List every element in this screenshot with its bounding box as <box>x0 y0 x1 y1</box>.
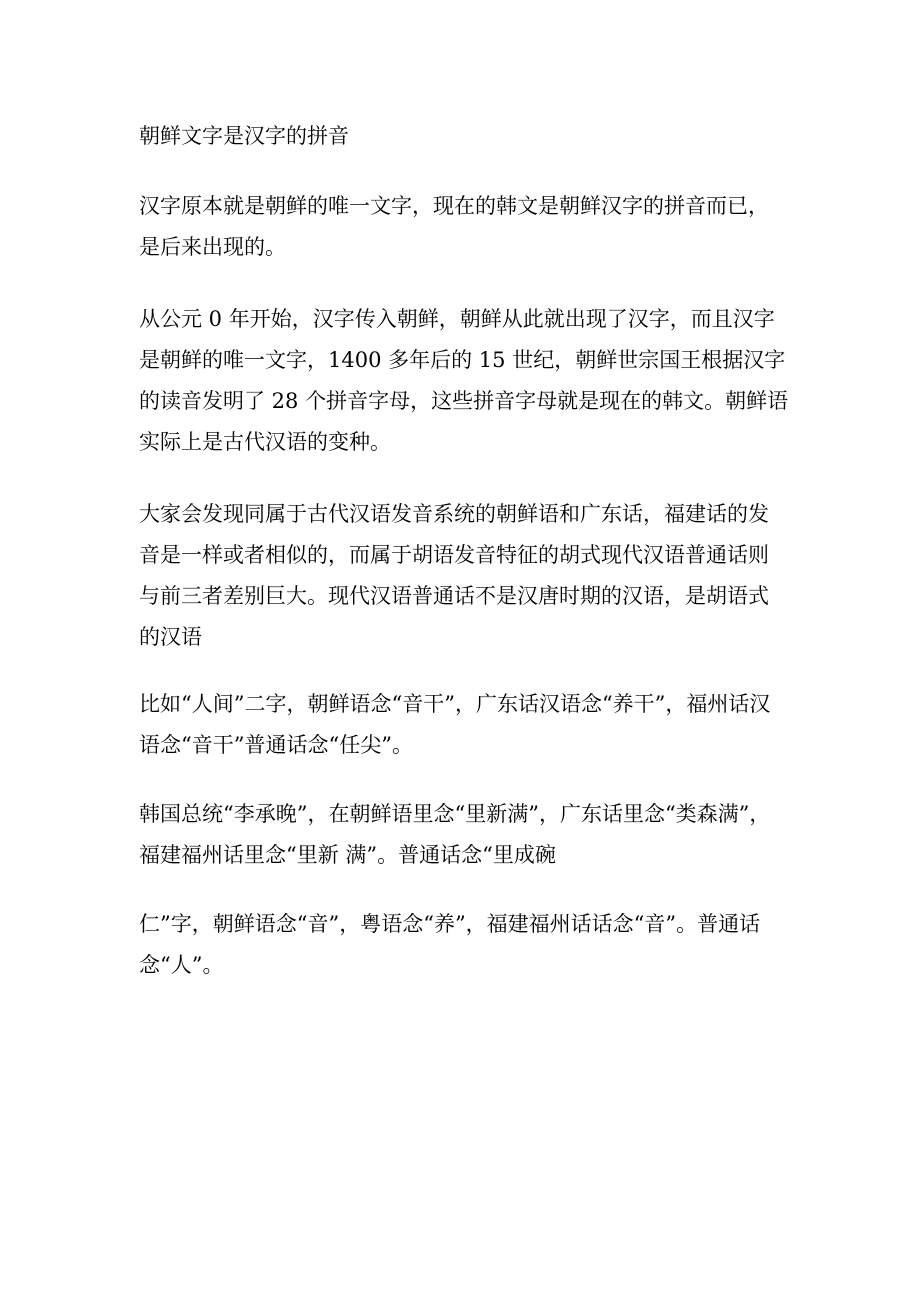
paragraph-example-president: 韩国总统“李承晚”，在朝鲜语里念“里新满”，广东话里念“类森满”，福建福州话里念“里新 满”。普通话念“里成碗 <box>139 802 771 867</box>
paragraph-history: 从公元 0 年开始，汉字传入朝鲜，朝鲜从此就出现了汉字，而且汉字是朝鲜的唯一文字，1400 多年后的 15 世纪，朝鲜世宗国王根据汉字的读音发明了 28 个拼音字母，这些拼音字母就是现在的韩文。朝鲜语实际上是古代汉语的变种。 <box>139 307 789 454</box>
paragraph-example-ren: 仁”字，朝鲜语念“音”，粤语念“养”，福建福州话话念“音”。普通话念“人”。 <box>139 912 761 977</box>
document-body <box>139 116 789 986</box>
paragraph-origin: 汉字原本就是朝鲜的唯一文字，现在的韩文是朝鲜汉字的拼音而已，是后来出现的。 <box>139 194 769 259</box>
paragraph-pronunciation: 大家会发现同属于古代汉语发音系统的朝鲜语和广东话，福建话的发音是一样或者相似的，而属于胡语发音特征的胡式现代汉语普通话则与前三者差别巨大。现代汉语普通话不是汉唐时期的汉语，是胡语式的汉语 <box>139 502 769 649</box>
document-title: 朝鲜文字是汉字的拼音 <box>139 124 349 148</box>
paragraph-example-renjian: 比如“人间”二字，朝鲜语念“音干”，广东话汉语念“养干”，福州话汉语念“音干”普通话念“任尖”。 <box>139 692 771 757</box>
